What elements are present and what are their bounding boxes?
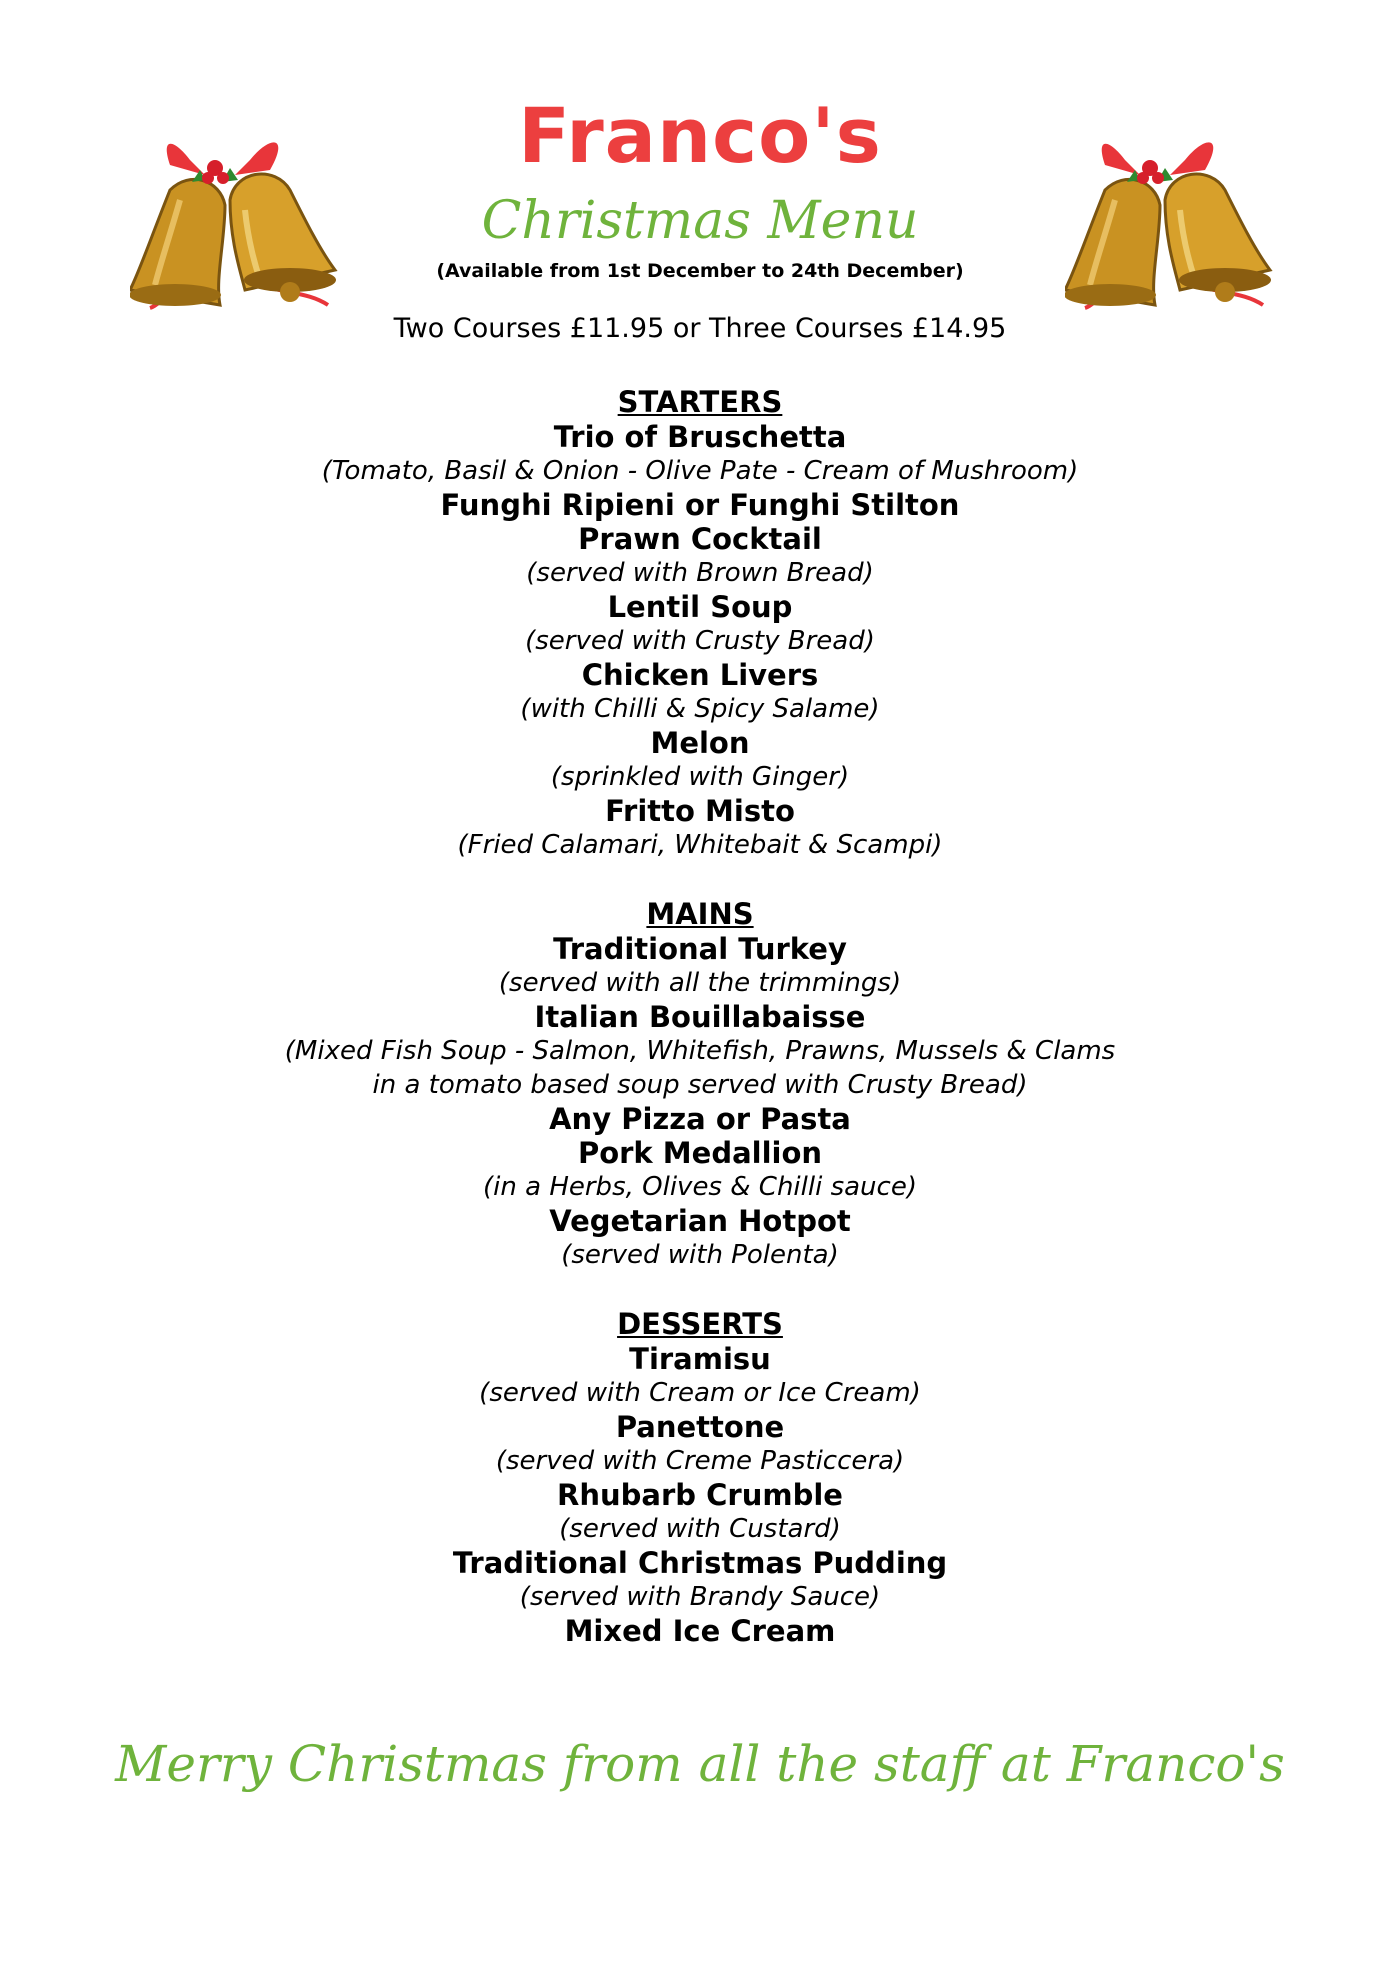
menu-item-description: (Fried Calamari, Whitebait & Scampi): [457, 830, 943, 860]
menu-item-name: Tiramisu: [629, 1342, 771, 1376]
menu-item-description: (served with Cream or Ice Cream): [479, 1378, 921, 1408]
menu-item-name: Vegetarian Hotpot: [549, 1204, 851, 1238]
menu-item-name: Trio of Bruschetta: [553, 420, 847, 454]
menu-item-description: (served with Brandy Sauce): [519, 1582, 881, 1612]
menu-section-starters: [0, 384, 1400, 862]
menu-item-name: Mixed Ice Cream: [564, 1614, 836, 1648]
menu-item-description: (Mixed Fish Soup - Salmon, Whitefish, Prawns, Mussels & Clams: [284, 1036, 1116, 1066]
section-title: DESSERTS: [617, 1307, 783, 1341]
menu-subtitle: Christmas Menu: [481, 191, 919, 251]
restaurant-title: Franco's: [518, 91, 882, 180]
menu-item-name: Italian Bouillabaisse: [534, 1000, 866, 1034]
menu-header: [0, 88, 1400, 346]
menu-item-name: Funghi Ripieni or Funghi Stilton: [440, 488, 960, 522]
availability-note: (Available from 1st December to 24th December): [436, 260, 964, 282]
footer-greeting: Merry Christmas from all the staff at Franco's: [115, 1735, 1285, 1793]
menu-item-description: (in a Herbs, Olives & Chilli sauce): [483, 1172, 917, 1202]
pricing-line: Two Courses £11.95 or Three Courses £14.95: [393, 313, 1007, 344]
menu-section-mains: [0, 896, 1400, 1272]
menu-item-description: (served with Crusty Bread): [525, 626, 875, 656]
menu-item-name: Chicken Livers: [581, 658, 819, 692]
menu-item-description: (served with Creme Pasticcera): [495, 1446, 905, 1476]
menu-item-description: in a tomato based soup served with Crusty Bread): [372, 1070, 1028, 1100]
menu-section-desserts: [0, 1306, 1400, 1648]
menu-item-description: (served with Polenta): [561, 1240, 839, 1270]
menu-item-name: Traditional Christmas Pudding: [452, 1546, 948, 1580]
section-title: STARTERS: [617, 385, 783, 419]
menu-item-description: (served with Brown Bread): [526, 558, 874, 588]
menu-item-name: Rhubarb Crumble: [557, 1478, 843, 1512]
menu-item-name: Traditional Turkey: [553, 932, 847, 966]
menu-item-description: (with Chilli & Spicy Salame): [520, 694, 880, 724]
menu-item-name: Panettone: [615, 1410, 785, 1444]
menu-item-name: Lentil Soup: [607, 590, 793, 624]
menu-item-name: Melon: [650, 726, 750, 760]
menu-item-description: (Tomato, Basil & Onion - Olive Pate - Cream of Mushroom): [321, 456, 1079, 486]
menu-item-name: Any Pizza or Pasta: [549, 1102, 851, 1136]
menu-item-description: (served with all the trimmings): [498, 968, 902, 998]
menu-item-name: Fritto Misto: [605, 794, 795, 828]
menu-item-name: Pork Medallion: [577, 1136, 823, 1170]
menu-item-description: (sprinkled with Ginger): [550, 762, 850, 792]
menu-sections: [0, 384, 1400, 1682]
menu-item-description: (served with Custard): [559, 1514, 841, 1544]
menu-item-name: Prawn Cocktail: [578, 522, 822, 556]
section-title: MAINS: [646, 897, 754, 931]
